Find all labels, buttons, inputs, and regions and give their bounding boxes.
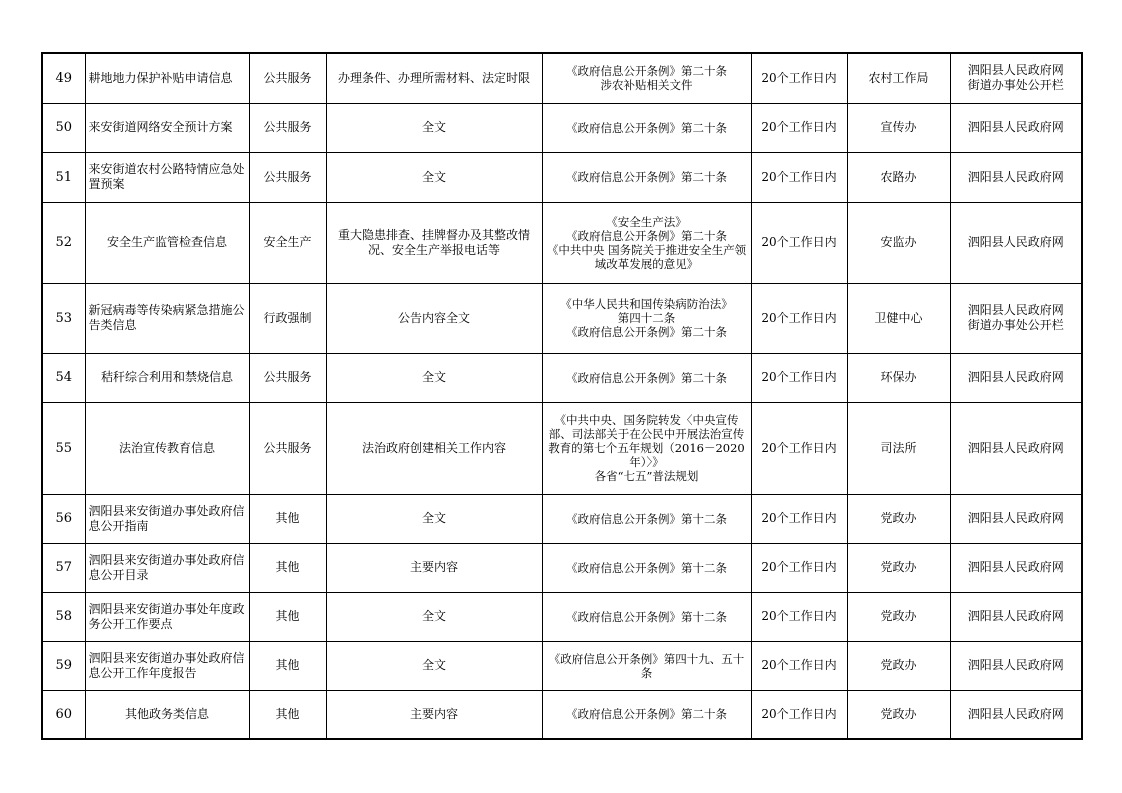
info-name-cell: 泗阳县来安街道办事处政府信息公开工作年度报告 — [85, 641, 249, 690]
info-name-cell: 来安街道农村公路特情应急处置预案 — [85, 152, 249, 202]
info-name-cell: 法治宣传教育信息 — [85, 402, 249, 494]
deadline-cell: 20个工作日内 — [751, 353, 847, 402]
row-number: 57 — [42, 543, 85, 592]
category-cell: 公共服务 — [249, 353, 326, 402]
info-name-cell: 耕地地力保护补贴申请信息 — [85, 53, 249, 103]
department-cell: 司法所 — [847, 402, 950, 494]
channel-cell: 泗阳县人民政府网 街道办事处公开栏 — [950, 53, 1082, 103]
legal-basis-cell: 《中华人民共和国传染病防治法》 第四十二条 《政府信息公开条例》第二十条 — [542, 283, 751, 353]
content-cell: 主要内容 — [326, 690, 542, 739]
legal-basis-cell: 《安全生产法》 《政府信息公开条例》第二十条 《中共中央 国务院关于推进安全生产领域改革发展的意见》 — [542, 202, 751, 283]
category-cell: 公共服务 — [249, 103, 326, 152]
table-row — [42, 543, 1082, 592]
legal-basis-cell: 《政府信息公开条例》第十二条 — [542, 494, 751, 543]
row-number: 54 — [42, 353, 85, 402]
legal-basis-cell: 《中共中央、国务院转发〈中央宣传部、司法部关于在公民中开展法治宣传教育的第七个五年规划（2016－2020年）〉》 各省“七五”普法规划 — [542, 402, 751, 494]
channel-cell: 泗阳县人民政府网 — [950, 402, 1082, 494]
content-cell: 法治政府创建相关工作内容 — [326, 402, 542, 494]
row-number: 53 — [42, 283, 85, 353]
content-cell: 全文 — [326, 494, 542, 543]
legal-basis-cell: 《政府信息公开条例》第二十条 — [542, 690, 751, 739]
channel-cell: 泗阳县人民政府网 — [950, 103, 1082, 152]
channel-cell: 泗阳县人民政府网 — [950, 543, 1082, 592]
table-row — [42, 494, 1082, 543]
department-cell: 宣传办 — [847, 103, 950, 152]
deadline-cell: 20个工作日内 — [751, 543, 847, 592]
legal-basis-cell: 《政府信息公开条例》第十二条 — [542, 543, 751, 592]
department-cell: 农村工作局 — [847, 53, 950, 103]
info-name-cell: 安全生产监管检查信息 — [85, 202, 249, 283]
table-row — [42, 103, 1082, 152]
deadline-cell: 20个工作日内 — [751, 103, 847, 152]
info-name-cell: 其他政务类信息 — [85, 690, 249, 739]
department-cell: 环保办 — [847, 353, 950, 402]
table-row — [42, 592, 1082, 641]
table-row — [42, 202, 1082, 283]
row-number: 58 — [42, 592, 85, 641]
info-name-cell: 来安街道网络安全预计方案 — [85, 103, 249, 152]
channel-cell: 泗阳县人民政府网 — [950, 641, 1082, 690]
legal-basis-cell: 《政府信息公开条例》第二十条 — [542, 152, 751, 202]
content-cell: 办理条件、办理所需材料、法定时限 — [326, 53, 542, 103]
content-cell: 全文 — [326, 641, 542, 690]
content-cell: 全文 — [326, 103, 542, 152]
row-number: 50 — [42, 103, 85, 152]
channel-cell: 泗阳县人民政府网 — [950, 592, 1082, 641]
content-cell: 全文 — [326, 592, 542, 641]
table-row — [42, 402, 1082, 494]
category-cell: 公共服务 — [249, 53, 326, 103]
legal-basis-cell: 《政府信息公开条例》第二十条 — [542, 353, 751, 402]
legal-basis-cell: 《政府信息公开条例》第十二条 — [542, 592, 751, 641]
deadline-cell: 20个工作日内 — [751, 53, 847, 103]
deadline-cell: 20个工作日内 — [751, 202, 847, 283]
department-cell: 党政办 — [847, 641, 950, 690]
table-row — [42, 53, 1082, 103]
deadline-cell: 20个工作日内 — [751, 152, 847, 202]
table-row — [42, 353, 1082, 402]
deadline-cell: 20个工作日内 — [751, 592, 847, 641]
row-number: 60 — [42, 690, 85, 739]
channel-cell: 泗阳县人民政府网 街道办事处公开栏 — [950, 283, 1082, 353]
content-cell: 全文 — [326, 152, 542, 202]
content-cell: 全文 — [326, 353, 542, 402]
department-cell: 党政办 — [847, 543, 950, 592]
category-cell: 其他 — [249, 543, 326, 592]
legal-basis-cell: 《政府信息公开条例》第二十条 涉农补贴相关文件 — [542, 53, 751, 103]
channel-cell: 泗阳县人民政府网 — [950, 202, 1082, 283]
content-cell: 主要内容 — [326, 543, 542, 592]
department-cell: 卫健中心 — [847, 283, 950, 353]
deadline-cell: 20个工作日内 — [751, 690, 847, 739]
row-number: 56 — [42, 494, 85, 543]
info-name-cell: 泗阳县来安街道办事处政府信息公开目录 — [85, 543, 249, 592]
table-row — [42, 690, 1082, 739]
content-cell: 重大隐患排查、挂牌督办及其整改情况、安全生产举报电话等 — [326, 202, 542, 283]
legal-basis-cell: 《政府信息公开条例》第二十条 — [542, 103, 751, 152]
deadline-cell: 20个工作日内 — [751, 641, 847, 690]
legal-basis-cell: 《政府信息公开条例》第四十九、五十条 — [542, 641, 751, 690]
table-row — [42, 283, 1082, 353]
category-cell: 公共服务 — [249, 152, 326, 202]
channel-cell: 泗阳县人民政府网 — [950, 353, 1082, 402]
department-cell: 安监办 — [847, 202, 950, 283]
category-cell: 其他 — [249, 641, 326, 690]
row-number: 52 — [42, 202, 85, 283]
row-number: 51 — [42, 152, 85, 202]
category-cell: 安全生产 — [249, 202, 326, 283]
deadline-cell: 20个工作日内 — [751, 283, 847, 353]
disclosure-catalog-table — [41, 52, 1083, 740]
department-cell: 农路办 — [847, 152, 950, 202]
category-cell: 行政强制 — [249, 283, 326, 353]
department-cell: 党政办 — [847, 690, 950, 739]
category-cell: 公共服务 — [249, 402, 326, 494]
channel-cell: 泗阳县人民政府网 — [950, 690, 1082, 739]
info-name-cell: 秸秆综合利用和禁烧信息 — [85, 353, 249, 402]
table-row — [42, 152, 1082, 202]
deadline-cell: 20个工作日内 — [751, 494, 847, 543]
row-number: 55 — [42, 402, 85, 494]
department-cell: 党政办 — [847, 494, 950, 543]
content-cell: 公告内容全文 — [326, 283, 542, 353]
row-number: 49 — [42, 53, 85, 103]
info-name-cell: 泗阳县来安街道办事处年度政务公开工作要点 — [85, 592, 249, 641]
category-cell: 其他 — [249, 690, 326, 739]
category-cell: 其他 — [249, 592, 326, 641]
info-name-cell: 新冠病毒等传染病紧急措施公告类信息 — [85, 283, 249, 353]
department-cell: 党政办 — [847, 592, 950, 641]
category-cell: 其他 — [249, 494, 326, 543]
channel-cell: 泗阳县人民政府网 — [950, 152, 1082, 202]
info-name-cell: 泗阳县来安街道办事处政府信息公开指南 — [85, 494, 249, 543]
channel-cell: 泗阳县人民政府网 — [950, 494, 1082, 543]
table-body — [42, 53, 1082, 739]
deadline-cell: 20个工作日内 — [751, 402, 847, 494]
table-row — [42, 641, 1082, 690]
row-number: 59 — [42, 641, 85, 690]
